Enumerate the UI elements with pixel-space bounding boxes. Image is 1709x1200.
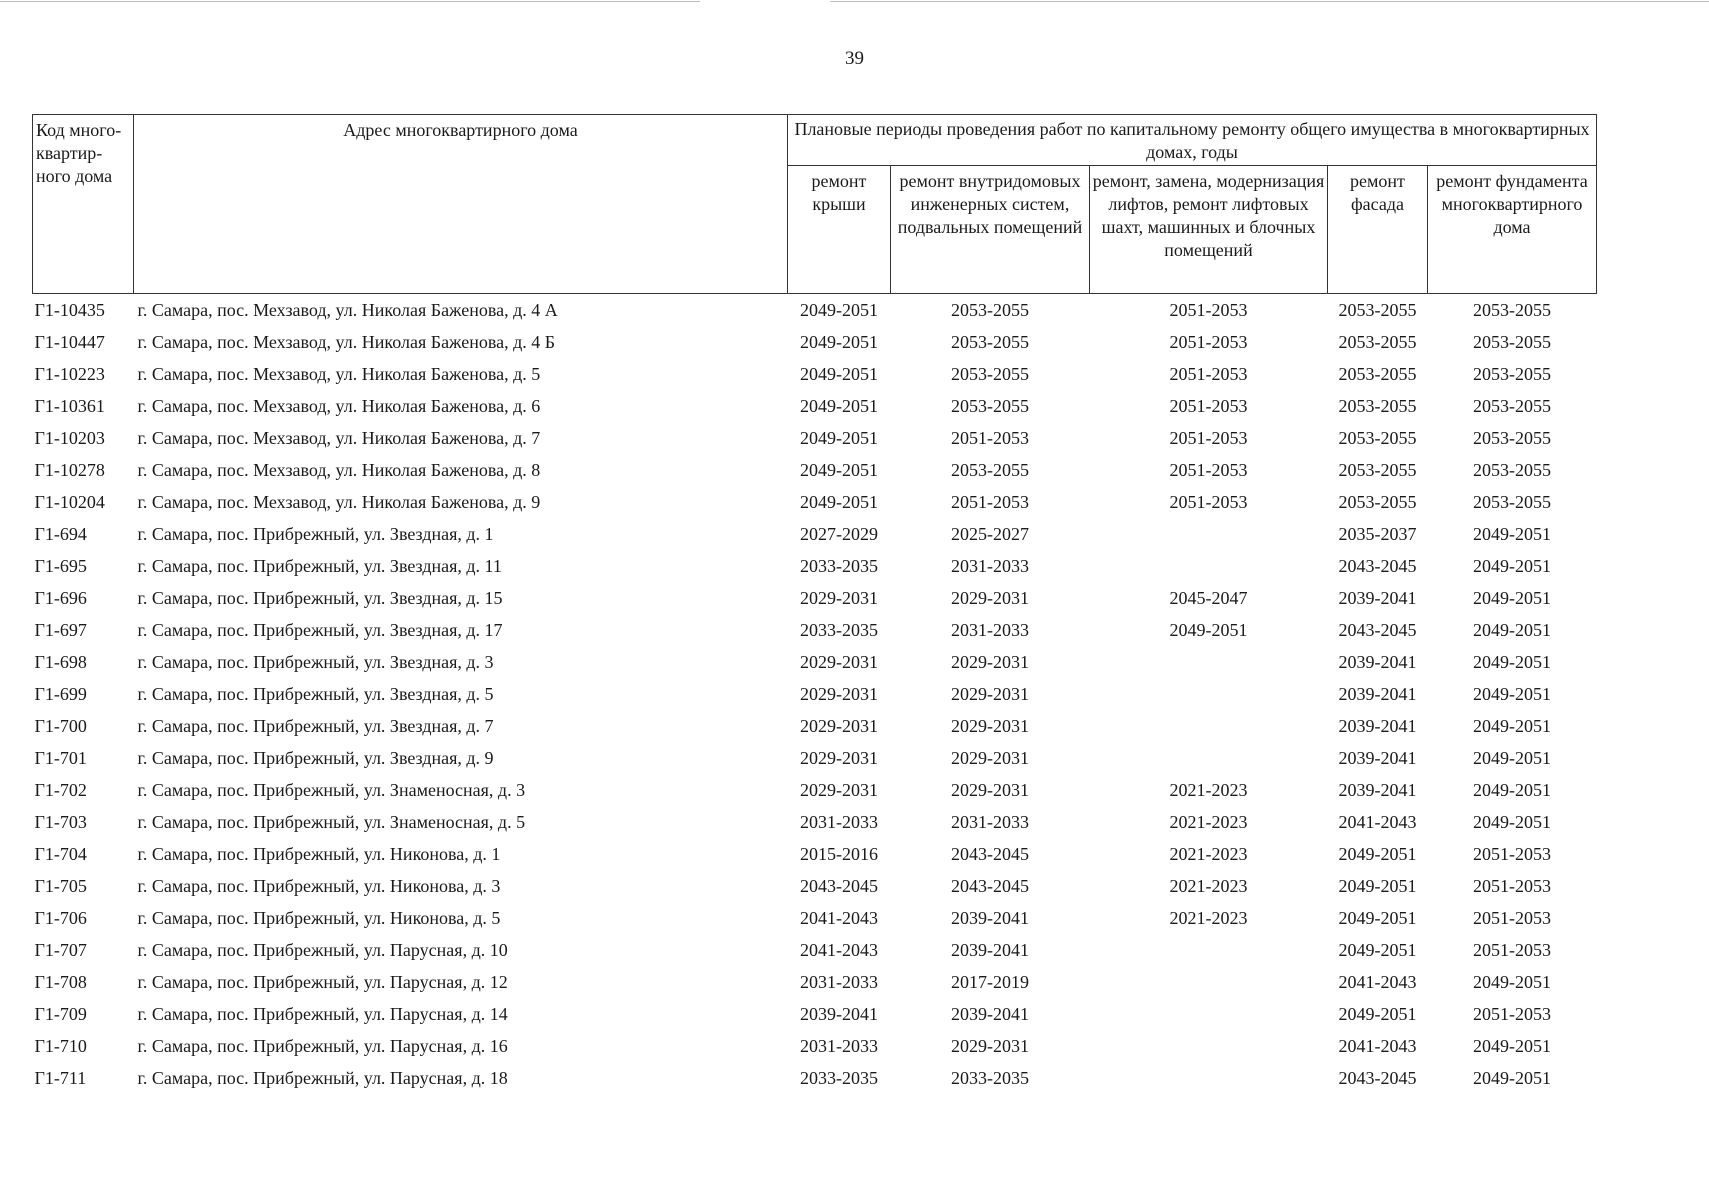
engineering-period-cell: 2029-2031 (951, 1035, 1029, 1056)
facade-period-cell: 2049-2051 (1338, 939, 1417, 960)
roof-period-cell: 2033-2035 (800, 555, 878, 576)
roof-period-cell: 2049-2051 (800, 363, 878, 384)
address-cell: г. Самара, пос. Прибрежный, ул. Знаменосная, д. 3 (137, 779, 526, 800)
table-row (33, 326, 1597, 358)
elevator-period-cell: 2051-2053 (1169, 363, 1248, 384)
foundation-period-cell: 2049-2051 (1473, 715, 1551, 736)
foundation-period-cell: 2053-2055 (1473, 331, 1551, 352)
elevator-period-cell: 2051-2053 (1169, 331, 1248, 352)
roof-period-cell: 2041-2043 (800, 907, 878, 928)
foundation-period-cell: 2049-2051 (1473, 555, 1551, 576)
elevator-period-cell: 2021-2023 (1169, 875, 1248, 896)
scan-edge-line-right (830, 1, 1709, 2)
house-code-cell: Г1-696 (34, 587, 87, 608)
table-row (33, 678, 1597, 710)
engineering-period-cell: 2029-2031 (951, 651, 1029, 672)
table-row (33, 390, 1597, 422)
elevator-period-cell: 2051-2053 (1169, 459, 1248, 480)
roof-period-cell: 2031-2033 (800, 1035, 878, 1056)
address-cell: г. Самара, пос. Прибрежный, ул. Звездная, д. 5 (137, 683, 494, 704)
house-code-cell: Г1-10223 (34, 363, 105, 384)
facade-period-cell: 2049-2051 (1338, 1003, 1417, 1024)
table-row (33, 902, 1597, 934)
header-roof-repair: ремонт крыши (788, 166, 891, 294)
roof-period-cell: 2049-2051 (800, 299, 878, 320)
foundation-period-cell: 2053-2055 (1473, 427, 1551, 448)
foundation-period-cell: 2049-2051 (1473, 747, 1551, 768)
table-row (33, 838, 1597, 870)
address-cell: г. Самара, пос. Мехзавод, ул. Николая Баженова, д. 9 (137, 491, 541, 512)
header-house-code: Код много-квартир-ного дома (33, 115, 134, 294)
address-cell: г. Самара, пос. Прибрежный, ул. Парусная, д. 18 (137, 1067, 508, 1088)
roof-period-cell: 2049-2051 (800, 427, 878, 448)
facade-period-cell: 2043-2045 (1338, 619, 1417, 640)
table-row (33, 1062, 1597, 1094)
address-cell: г. Самара, пос. Прибрежный, ул. Звездная, д. 9 (137, 747, 494, 768)
engineering-period-cell: 2053-2055 (951, 363, 1029, 384)
address-cell: г. Самара, пос. Прибрежный, ул. Звездная, д. 3 (137, 651, 494, 672)
facade-period-cell: 2053-2055 (1338, 491, 1417, 512)
capital-repair-table (32, 114, 1597, 1094)
engineering-period-cell: 2017-2019 (951, 971, 1029, 992)
address-cell: г. Самара, пос. Прибрежный, ул. Парусная, д. 12 (137, 971, 508, 992)
address-cell: г. Самара, пос. Мехзавод, ул. Николая Баженова, д. 8 (137, 459, 541, 480)
address-cell: г. Самара, пос. Мехзавод, ул. Николая Баженова, д. 7 (137, 427, 541, 448)
roof-period-cell: 2039-2041 (800, 1003, 878, 1024)
foundation-period-cell: 2049-2051 (1473, 1067, 1551, 1088)
foundation-period-cell: 2051-2053 (1473, 843, 1551, 864)
elevator-period-cell (1090, 1062, 1328, 1094)
house-code-cell: Г1-10203 (34, 427, 105, 448)
elevator-period-cell: 2051-2053 (1169, 299, 1248, 320)
elevator-period-cell (1090, 710, 1328, 742)
facade-period-cell: 2053-2055 (1338, 395, 1417, 416)
house-code-cell: Г1-694 (34, 523, 87, 544)
table-body (33, 294, 1597, 1095)
elevator-period-cell: 2045-2047 (1169, 587, 1248, 608)
scan-edge-line-left (0, 1, 700, 2)
elevator-period-cell (1090, 1030, 1328, 1062)
header-address: Адрес многоквартирного дома (134, 115, 788, 294)
house-code-cell: Г1-10361 (34, 395, 105, 416)
house-code-cell: Г1-10435 (34, 299, 105, 320)
foundation-period-cell: 2049-2051 (1473, 587, 1551, 608)
facade-period-cell: 2041-2043 (1338, 811, 1417, 832)
facade-period-cell: 2053-2055 (1338, 331, 1417, 352)
engineering-period-cell: 2029-2031 (951, 715, 1029, 736)
house-code-cell: Г1-697 (34, 619, 87, 640)
engineering-period-cell: 2029-2031 (951, 779, 1029, 800)
foundation-period-cell: 2049-2051 (1473, 971, 1551, 992)
elevator-period-cell (1090, 678, 1328, 710)
facade-period-cell: 2039-2041 (1338, 779, 1417, 800)
facade-period-cell: 2053-2055 (1338, 427, 1417, 448)
house-code-cell: Г1-700 (34, 715, 87, 736)
engineering-period-cell: 2029-2031 (951, 747, 1029, 768)
table-row (33, 934, 1597, 966)
foundation-period-cell: 2051-2053 (1473, 907, 1551, 928)
engineering-period-cell: 2029-2031 (951, 683, 1029, 704)
house-code-cell: Г1-705 (34, 875, 87, 896)
table-row (33, 518, 1597, 550)
address-cell: г. Самара, пос. Мехзавод, ул. Николая Баженова, д. 5 (137, 363, 541, 384)
roof-period-cell: 2015-2016 (800, 843, 878, 864)
foundation-period-cell: 2051-2053 (1473, 1003, 1551, 1024)
house-code-cell: Г1-698 (34, 651, 87, 672)
roof-period-cell: 2031-2033 (800, 811, 878, 832)
foundation-period-cell: 2049-2051 (1473, 683, 1551, 704)
roof-period-cell: 2029-2031 (800, 779, 878, 800)
elevator-period-cell (1090, 966, 1328, 998)
table-row (33, 806, 1597, 838)
address-cell: г. Самара, пос. Прибрежный, ул. Звездная, д. 11 (137, 555, 502, 576)
engineering-period-cell: 2039-2041 (951, 907, 1029, 928)
address-cell: г. Самара, пос. Прибрежный, ул. Никонова, д. 5 (137, 907, 501, 928)
elevator-period-cell: 2021-2023 (1169, 843, 1248, 864)
engineering-period-cell: 2043-2045 (951, 875, 1029, 896)
facade-period-cell: 2039-2041 (1338, 747, 1417, 768)
elevator-period-cell: 2021-2023 (1169, 907, 1248, 928)
elevator-period-cell (1090, 518, 1328, 550)
facade-period-cell: 2049-2051 (1338, 875, 1417, 896)
page-number: 39 (845, 48, 864, 69)
elevator-period-cell: 2051-2053 (1169, 427, 1248, 448)
table-row (33, 870, 1597, 902)
facade-period-cell: 2039-2041 (1338, 651, 1417, 672)
foundation-period-cell: 2053-2055 (1473, 459, 1551, 480)
address-cell: г. Самара, пос. Прибрежный, ул. Парусная, д. 10 (137, 939, 508, 960)
address-cell: г. Самара, пос. Мехзавод, ул. Николая Баженова, д. 4 Б (137, 331, 556, 352)
header-planned-periods: Плановые периоды проведения работ по капитальному ремонту общего имущества в многоквартирных домах, годы (788, 115, 1597, 166)
address-cell: г. Самара, пос. Прибрежный, ул. Звездная, д. 1 (137, 523, 494, 544)
engineering-period-cell: 2031-2033 (951, 555, 1029, 576)
foundation-period-cell: 2049-2051 (1473, 779, 1551, 800)
facade-period-cell: 2053-2055 (1338, 299, 1417, 320)
table-row (33, 550, 1597, 582)
roof-period-cell: 2031-2033 (800, 971, 878, 992)
address-cell: г. Самара, пос. Мехзавод, ул. Николая Баженова, д. 6 (137, 395, 541, 416)
roof-period-cell: 2049-2051 (800, 491, 878, 512)
foundation-period-cell: 2053-2055 (1473, 395, 1551, 416)
roof-period-cell: 2041-2043 (800, 939, 878, 960)
table-row (33, 742, 1597, 774)
foundation-period-cell: 2051-2053 (1473, 875, 1551, 896)
house-code-cell: Г1-710 (34, 1035, 87, 1056)
facade-period-cell: 2039-2041 (1338, 683, 1417, 704)
address-cell: г. Самара, пос. Мехзавод, ул. Николая Баженова, д. 4 А (137, 299, 558, 320)
engineering-period-cell: 2025-2027 (951, 523, 1029, 544)
header-engineering-repair: ремонт внутридомовых инженерных систем, подвальных помещений (891, 166, 1090, 294)
roof-period-cell: 2027-2029 (800, 523, 878, 544)
facade-period-cell: 2043-2045 (1338, 1067, 1417, 1088)
table-row (33, 998, 1597, 1030)
table-row (33, 294, 1597, 327)
facade-period-cell: 2049-2051 (1338, 907, 1417, 928)
house-code-cell: Г1-702 (34, 779, 87, 800)
house-code-cell: Г1-699 (34, 683, 87, 704)
elevator-period-cell (1090, 998, 1328, 1030)
roof-period-cell: 2029-2031 (800, 747, 878, 768)
elevator-period-cell (1090, 742, 1328, 774)
facade-period-cell: 2039-2041 (1338, 715, 1417, 736)
header-elevator-repair: ремонт, замена, модернизация лифтов, ремонт лифтовых шахт, машинных и блочных помещений (1090, 166, 1328, 294)
roof-period-cell: 2049-2051 (800, 459, 878, 480)
address-cell: г. Самара, пос. Прибрежный, ул. Звездная, д. 15 (137, 587, 503, 608)
engineering-period-cell: 2029-2031 (951, 587, 1029, 608)
house-code-cell: Г1-709 (34, 1003, 87, 1024)
header-facade-repair: ремонт фасада (1328, 166, 1428, 294)
foundation-period-cell: 2053-2055 (1473, 363, 1551, 384)
house-code-cell: Г1-701 (34, 747, 87, 768)
house-code-cell: Г1-711 (34, 1067, 87, 1088)
elevator-period-cell: 2021-2023 (1169, 779, 1248, 800)
facade-period-cell: 2039-2041 (1338, 587, 1417, 608)
table-row (33, 966, 1597, 998)
table-header (33, 115, 1597, 294)
house-code-cell: Г1-707 (34, 939, 87, 960)
address-cell: г. Самара, пос. Прибрежный, ул. Знаменосная, д. 5 (137, 811, 526, 832)
house-code-cell: Г1-10278 (34, 459, 105, 480)
elevator-period-cell: 2021-2023 (1169, 811, 1248, 832)
header-foundation-repair: ремонт фундамента многоквартирного дома (1428, 166, 1597, 294)
foundation-period-cell: 2053-2055 (1473, 491, 1551, 512)
elevator-period-cell (1090, 646, 1328, 678)
house-code-cell: Г1-703 (34, 811, 87, 832)
roof-period-cell: 2029-2031 (800, 587, 878, 608)
address-cell: г. Самара, пос. Прибрежный, ул. Парусная, д. 16 (137, 1035, 508, 1056)
house-code-cell: Г1-10447 (34, 331, 105, 352)
roof-period-cell: 2049-2051 (800, 395, 878, 416)
facade-period-cell: 2041-2043 (1338, 1035, 1417, 1056)
address-cell: г. Самара, пос. Прибрежный, ул. Парусная, д. 14 (137, 1003, 508, 1024)
address-cell: г. Самара, пос. Прибрежный, ул. Никонова, д. 3 (137, 875, 501, 896)
table-row (33, 710, 1597, 742)
table-row (33, 646, 1597, 678)
roof-period-cell: 2029-2031 (800, 683, 878, 704)
foundation-period-cell: 2049-2051 (1473, 811, 1551, 832)
house-code-cell: Г1-704 (34, 843, 87, 864)
address-cell: г. Самара, пос. Прибрежный, ул. Звездная, д. 17 (137, 619, 503, 640)
foundation-period-cell: 2049-2051 (1473, 523, 1551, 544)
roof-period-cell: 2029-2031 (800, 651, 878, 672)
engineering-period-cell: 2031-2033 (951, 811, 1029, 832)
address-cell: г. Самара, пос. Прибрежный, ул. Никонова, д. 1 (137, 843, 501, 864)
engineering-period-cell: 2031-2033 (951, 619, 1029, 640)
engineering-period-cell: 2039-2041 (951, 939, 1029, 960)
foundation-period-cell: 2049-2051 (1473, 1035, 1551, 1056)
table-row (33, 486, 1597, 518)
house-code-cell: Г1-695 (34, 555, 87, 576)
roof-period-cell: 2043-2045 (800, 875, 878, 896)
house-code-cell: Г1-10204 (34, 491, 105, 512)
roof-period-cell: 2033-2035 (800, 619, 878, 640)
elevator-period-cell: 2051-2053 (1169, 491, 1248, 512)
roof-period-cell: 2033-2035 (800, 1067, 878, 1088)
elevator-period-cell (1090, 550, 1328, 582)
engineering-period-cell: 2053-2055 (951, 395, 1029, 416)
engineering-period-cell: 2053-2055 (951, 331, 1029, 352)
foundation-period-cell: 2053-2055 (1473, 299, 1551, 320)
facade-period-cell: 2043-2045 (1338, 555, 1417, 576)
engineering-period-cell: 2051-2053 (951, 427, 1029, 448)
table-row (33, 454, 1597, 486)
house-code-cell: Г1-706 (34, 907, 87, 928)
roof-period-cell: 2029-2031 (800, 715, 878, 736)
facade-period-cell: 2035-2037 (1338, 523, 1417, 544)
house-code-cell: Г1-708 (34, 971, 87, 992)
engineering-period-cell: 2043-2045 (951, 843, 1029, 864)
elevator-period-cell (1090, 934, 1328, 966)
facade-period-cell: 2041-2043 (1338, 971, 1417, 992)
facade-period-cell: 2049-2051 (1338, 843, 1417, 864)
table-row (33, 358, 1597, 390)
engineering-period-cell: 2033-2035 (951, 1067, 1029, 1088)
engineering-period-cell: 2053-2055 (951, 299, 1029, 320)
roof-period-cell: 2049-2051 (800, 331, 878, 352)
table-row (33, 614, 1597, 646)
foundation-period-cell: 2049-2051 (1473, 651, 1551, 672)
table-row (33, 774, 1597, 806)
elevator-period-cell: 2049-2051 (1169, 619, 1248, 640)
facade-period-cell: 2053-2055 (1338, 459, 1417, 480)
elevator-period-cell: 2051-2053 (1169, 395, 1248, 416)
foundation-period-cell: 2051-2053 (1473, 939, 1551, 960)
table-row (33, 1030, 1597, 1062)
address-cell: г. Самара, пос. Прибрежный, ул. Звездная, д. 7 (137, 715, 494, 736)
engineering-period-cell: 2053-2055 (951, 459, 1029, 480)
table-row (33, 422, 1597, 454)
foundation-period-cell: 2049-2051 (1473, 619, 1551, 640)
facade-period-cell: 2053-2055 (1338, 363, 1417, 384)
engineering-period-cell: 2051-2053 (951, 491, 1029, 512)
engineering-period-cell: 2039-2041 (951, 1003, 1029, 1024)
table-row (33, 582, 1597, 614)
